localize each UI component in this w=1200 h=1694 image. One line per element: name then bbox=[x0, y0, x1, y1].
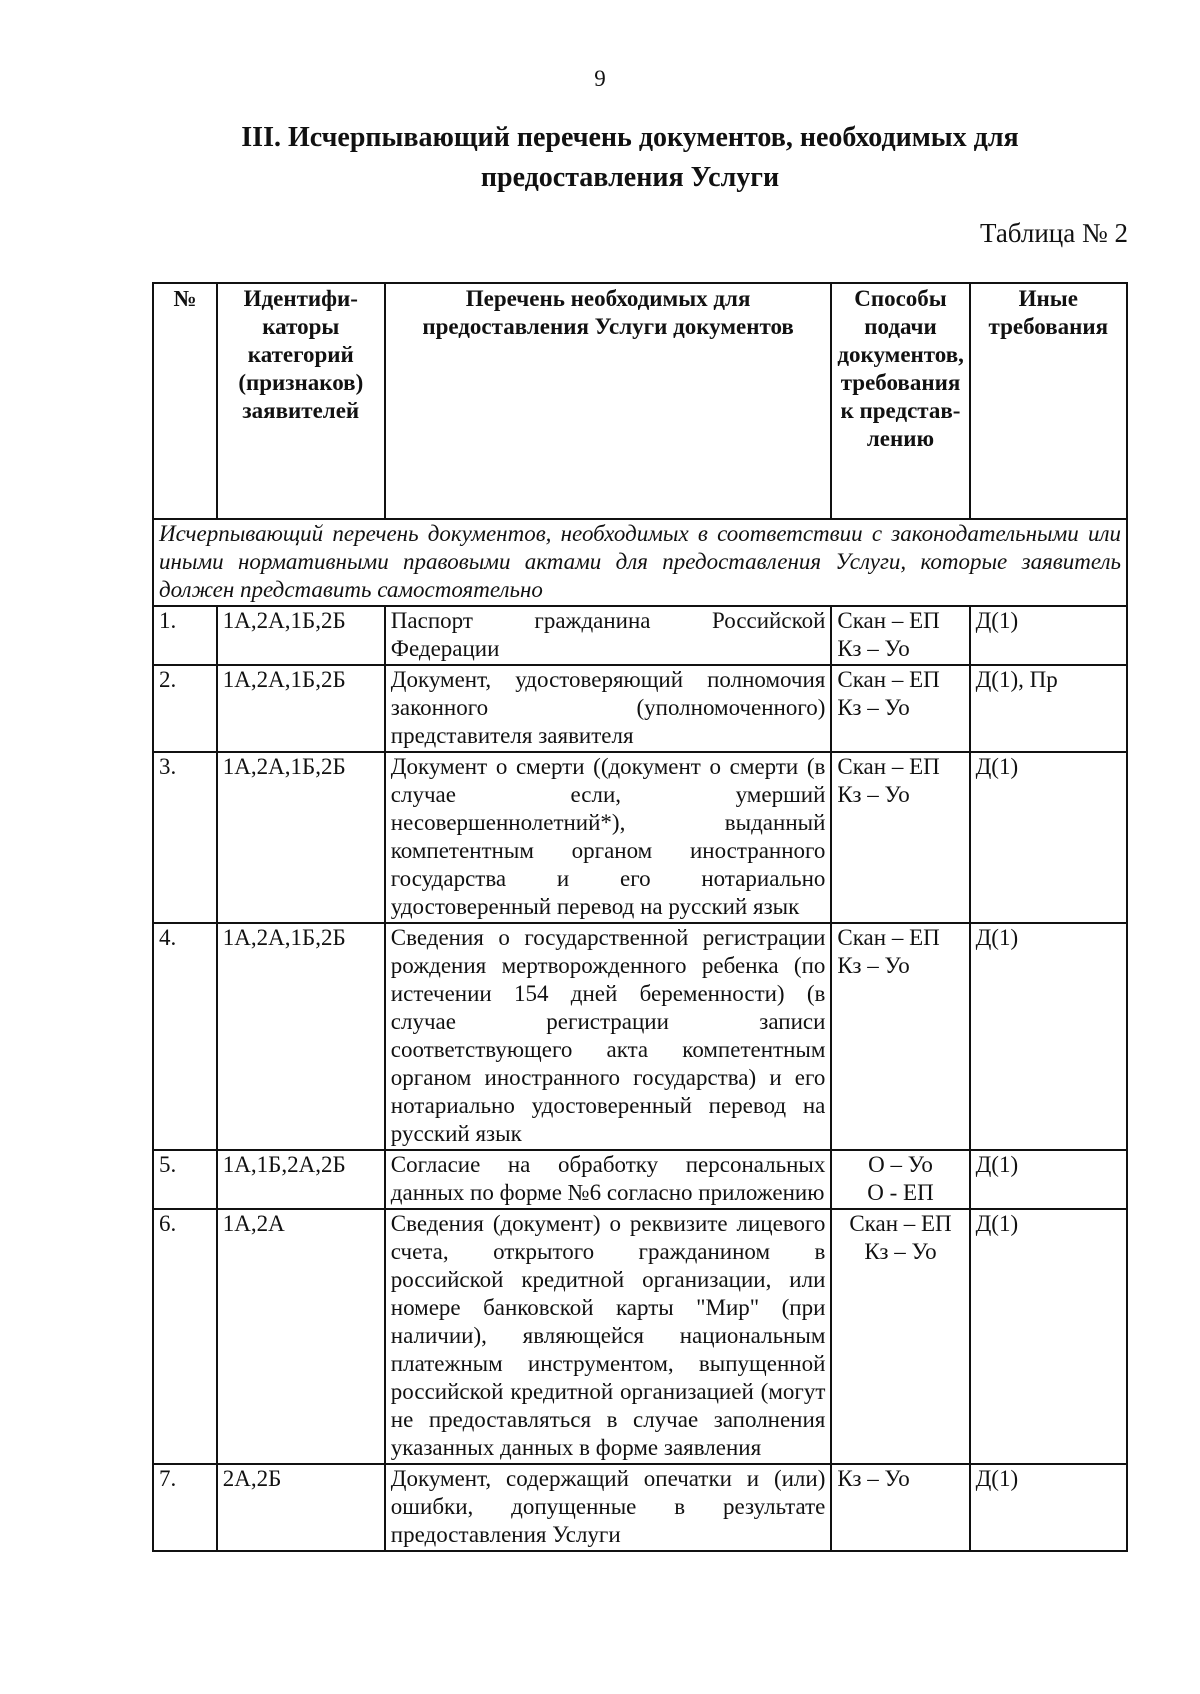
row-methods: Скан – ЕП Кз – Уо bbox=[831, 606, 969, 665]
row-number: 2. bbox=[153, 665, 217, 752]
row-document: Документ, удостоверяющий полномочия законного (уполномоченного) представителя заявителя bbox=[385, 665, 832, 752]
table-row bbox=[153, 1209, 1127, 1464]
header-number: № bbox=[153, 283, 217, 519]
table-row bbox=[153, 665, 1127, 752]
documents-table bbox=[152, 282, 1128, 1552]
row-methods: Скан – ЕП Кз – Уо bbox=[831, 752, 969, 923]
row-other: Д(1) bbox=[970, 752, 1127, 923]
row-other: Д(1) bbox=[970, 1150, 1127, 1209]
row-document: Документ о смерти ((документ о смерти (в случае если, умерший несовершеннолетний*), выданный компетентным органом иностранного государства и его нотариально удостоверенный перевод на русский язык bbox=[385, 752, 832, 923]
row-document: Сведения о государственной регистрации рождения мертворожденного ребенка (по истечении 154 дней беременности) (в случае регистрации записи соответствующего акта компетентным органом иностранного государства) и его нотариально удостоверенный перевод на русский язык bbox=[385, 923, 832, 1150]
row-methods: Кз – Уо bbox=[831, 1464, 969, 1551]
header-submission-methods: Способы подачи документов, требования к представ-лению bbox=[831, 283, 969, 519]
section-title: III. Исчерпывающий перечень документов, необходимых для предоставления Услуги bbox=[241, 122, 1019, 193]
table-row bbox=[153, 1464, 1127, 1551]
row-number: 3. bbox=[153, 752, 217, 923]
row-categories: 2А,2Б bbox=[217, 1464, 385, 1551]
row-other: Д(1) bbox=[970, 1464, 1127, 1551]
row-number: 7. bbox=[153, 1464, 217, 1551]
table-row bbox=[153, 752, 1127, 923]
row-categories: 1А,2А,1Б,2Б bbox=[217, 923, 385, 1150]
row-document: Документ, содержащий опечатки и (или) ошибки, допущенные в результате предоставления Услуги bbox=[385, 1464, 832, 1551]
row-categories: 1А,2А,1Б,2Б bbox=[217, 752, 385, 923]
row-document: Паспорт гражданина Российской Федерации bbox=[385, 606, 832, 665]
table-header-row bbox=[153, 283, 1127, 519]
row-other: Д(1), Пр bbox=[970, 665, 1127, 752]
row-methods: О – Уо О - ЕП bbox=[831, 1150, 969, 1209]
page-number: 9 bbox=[594, 66, 606, 91]
row-number: 6. bbox=[153, 1209, 217, 1464]
table-row bbox=[153, 606, 1127, 665]
row-other: Д(1) bbox=[970, 923, 1127, 1150]
header-documents: Перечень необходимых для предоставления Услуги документов bbox=[385, 283, 832, 519]
row-number: 5. bbox=[153, 1150, 217, 1209]
row-other: Д(1) bbox=[970, 606, 1127, 665]
row-number: 1. bbox=[153, 606, 217, 665]
section-text: Исчерпывающий перечень документов, необходимых в соответствии с законодательными или иными нормативными правовыми актами для предоставления Услуги, которые заявитель должен представить самостоятельно bbox=[153, 519, 1127, 606]
row-other: Д(1) bbox=[970, 1209, 1127, 1464]
section-row bbox=[153, 519, 1127, 606]
row-number: 4. bbox=[153, 923, 217, 1150]
header-categories: Идентифи-каторы категорий (признаков) заявителей bbox=[217, 283, 385, 519]
table-caption: Таблица № 2 bbox=[980, 218, 1128, 248]
table-row bbox=[153, 1150, 1127, 1209]
row-methods: Скан – ЕП Кз – Уо bbox=[831, 923, 969, 1150]
table-row bbox=[153, 923, 1127, 1150]
row-categories: 1А,2А,1Б,2Б bbox=[217, 606, 385, 665]
row-categories: 1А,1Б,2А,2Б bbox=[217, 1150, 385, 1209]
row-categories: 1А,2А bbox=[217, 1209, 385, 1464]
row-categories: 1А,2А,1Б,2Б bbox=[217, 665, 385, 752]
row-methods: Скан – ЕП Кз – Уо bbox=[831, 1209, 969, 1464]
header-other-requirements: Иные требования bbox=[970, 283, 1127, 519]
row-document: Согласие на обработку персональных данных по форме №6 согласно приложению bbox=[385, 1150, 832, 1209]
row-methods: Скан – ЕП Кз – Уо bbox=[831, 665, 969, 752]
row-document: Сведения (документ) о реквизите лицевого счета, открытого гражданином в российской кредитной организации, или номере банковской карты "Мир" (при наличии), являющейся национальным платежным инструментом, выпущенной российской кредитной организацией (могут не предоставляться в случае заполнения указанных данных в форме заявления bbox=[385, 1209, 832, 1464]
